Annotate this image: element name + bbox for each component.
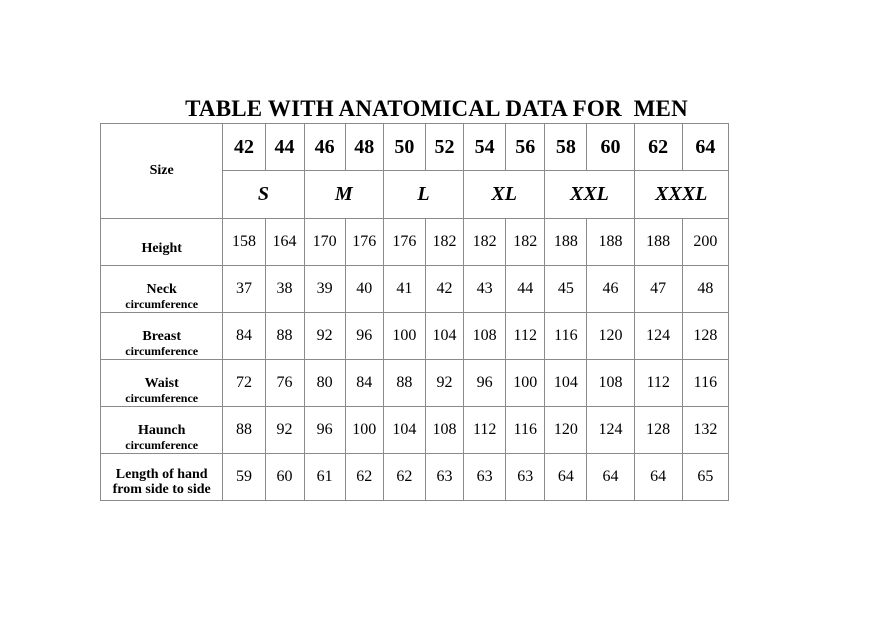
value-cell: 39: [304, 266, 345, 313]
value-cell: 63: [506, 454, 545, 501]
value-cell: 76: [265, 360, 304, 407]
value-cell: 164: [265, 219, 304, 266]
letter-size-cell: XXXL: [634, 171, 728, 219]
size-number-cell: 62: [634, 124, 682, 171]
row-header-cell: [101, 266, 223, 313]
measurement-row: [101, 266, 729, 313]
value-cell: 45: [545, 266, 587, 313]
value-cell: 46: [587, 266, 634, 313]
size-number-cell: 48: [345, 124, 383, 171]
value-cell: 124: [587, 407, 634, 454]
value-cell: 61: [304, 454, 345, 501]
row-sublabel: from side to side: [112, 482, 211, 497]
letter-size-cell: S: [223, 171, 304, 219]
measurement-row: [101, 407, 729, 454]
page-title: TABLE WITH ANATOMICAL DATA FOR MEN: [185, 96, 688, 121]
measurement-row: [101, 454, 729, 501]
size-number-cell: 54: [464, 124, 506, 171]
measurement-row: [101, 219, 729, 266]
value-cell: 176: [345, 219, 383, 266]
value-cell: 108: [587, 360, 634, 407]
anatomical-data-table: [100, 123, 729, 501]
row-label: Neck: [146, 281, 177, 297]
letter-size-cell: XL: [464, 171, 545, 219]
value-cell: 63: [425, 454, 463, 501]
row-label: Height: [141, 240, 182, 256]
value-cell: 84: [345, 360, 383, 407]
value-cell: 48: [682, 266, 728, 313]
row-header-cell: [101, 219, 223, 266]
value-cell: 112: [634, 360, 682, 407]
value-cell: 120: [587, 313, 634, 360]
size-number-cell: 46: [304, 124, 345, 171]
value-cell: 40: [345, 266, 383, 313]
measurement-row: [101, 313, 729, 360]
value-cell: 92: [304, 313, 345, 360]
size-number-cell: 64: [682, 124, 728, 171]
value-cell: 44: [506, 266, 545, 313]
size-number-cell: 60: [587, 124, 634, 171]
size-header-cell: [101, 124, 223, 219]
value-cell: 38: [265, 266, 304, 313]
value-cell: 116: [506, 407, 545, 454]
value-cell: 65: [682, 454, 728, 501]
value-cell: 188: [634, 219, 682, 266]
value-cell: 128: [682, 313, 728, 360]
value-cell: 104: [425, 313, 463, 360]
value-cell: 63: [464, 454, 506, 501]
value-cell: 96: [304, 407, 345, 454]
value-cell: 176: [383, 219, 425, 266]
measurement-row: [101, 360, 729, 407]
value-cell: 100: [383, 313, 425, 360]
value-cell: 42: [425, 266, 463, 313]
value-cell: 88: [265, 313, 304, 360]
value-cell: 108: [425, 407, 463, 454]
value-cell: 100: [506, 360, 545, 407]
size-number-cell: 44: [265, 124, 304, 171]
value-cell: 182: [506, 219, 545, 266]
value-cell: 64: [545, 454, 587, 501]
row-sublabel: circumference: [125, 437, 199, 452]
value-cell: 104: [383, 407, 425, 454]
row-header-cell: [101, 407, 223, 454]
value-cell: 116: [682, 360, 728, 407]
value-cell: 96: [345, 313, 383, 360]
value-cell: 188: [545, 219, 587, 266]
row-label: Length of hand: [115, 467, 208, 482]
value-cell: 72: [223, 360, 265, 407]
letter-size-cell: L: [383, 171, 463, 219]
value-cell: 41: [383, 266, 425, 313]
value-cell: 128: [634, 407, 682, 454]
value-cell: 59: [223, 454, 265, 501]
table-body: [101, 124, 729, 501]
value-cell: 64: [587, 454, 634, 501]
row-sublabel: circumference: [125, 296, 199, 311]
row-header-cell: [101, 360, 223, 407]
letter-size-cell: XXL: [545, 171, 634, 219]
value-cell: 92: [265, 407, 304, 454]
row-label: Breast: [142, 328, 181, 344]
value-cell: 158: [223, 219, 265, 266]
size-number-cell: 52: [425, 124, 463, 171]
size-number-cell: 56: [506, 124, 545, 171]
value-cell: 188: [587, 219, 634, 266]
size-number-cell: 42: [223, 124, 265, 171]
value-cell: 170: [304, 219, 345, 266]
row-sublabel: circumference: [125, 343, 199, 358]
value-cell: 104: [545, 360, 587, 407]
value-cell: 100: [345, 407, 383, 454]
size-number-cell: 50: [383, 124, 425, 171]
size-number-row: [101, 124, 729, 171]
size-label: Size: [149, 163, 174, 178]
value-cell: 62: [345, 454, 383, 501]
row-header-cell: [101, 454, 223, 501]
row-header-cell: [101, 313, 223, 360]
value-cell: 200: [682, 219, 728, 266]
value-cell: 120: [545, 407, 587, 454]
value-cell: 64: [634, 454, 682, 501]
value-cell: 112: [464, 407, 506, 454]
value-cell: 124: [634, 313, 682, 360]
value-cell: 80: [304, 360, 345, 407]
value-cell: 182: [425, 219, 463, 266]
value-cell: 96: [464, 360, 506, 407]
value-cell: 116: [545, 313, 587, 360]
value-cell: 88: [383, 360, 425, 407]
value-cell: 60: [265, 454, 304, 501]
value-cell: 62: [383, 454, 425, 501]
value-cell: 88: [223, 407, 265, 454]
value-cell: 132: [682, 407, 728, 454]
value-cell: 37: [223, 266, 265, 313]
row-label: Haunch: [137, 422, 186, 438]
size-number-cell: 58: [545, 124, 587, 171]
letter-size-cell: M: [304, 171, 383, 219]
row-label: Waist: [144, 375, 179, 391]
value-cell: 84: [223, 313, 265, 360]
row-sublabel: circumference: [125, 390, 199, 405]
value-cell: 108: [464, 313, 506, 360]
value-cell: 43: [464, 266, 506, 313]
value-cell: 92: [425, 360, 463, 407]
value-cell: 47: [634, 266, 682, 313]
value-cell: 182: [464, 219, 506, 266]
value-cell: 112: [506, 313, 545, 360]
